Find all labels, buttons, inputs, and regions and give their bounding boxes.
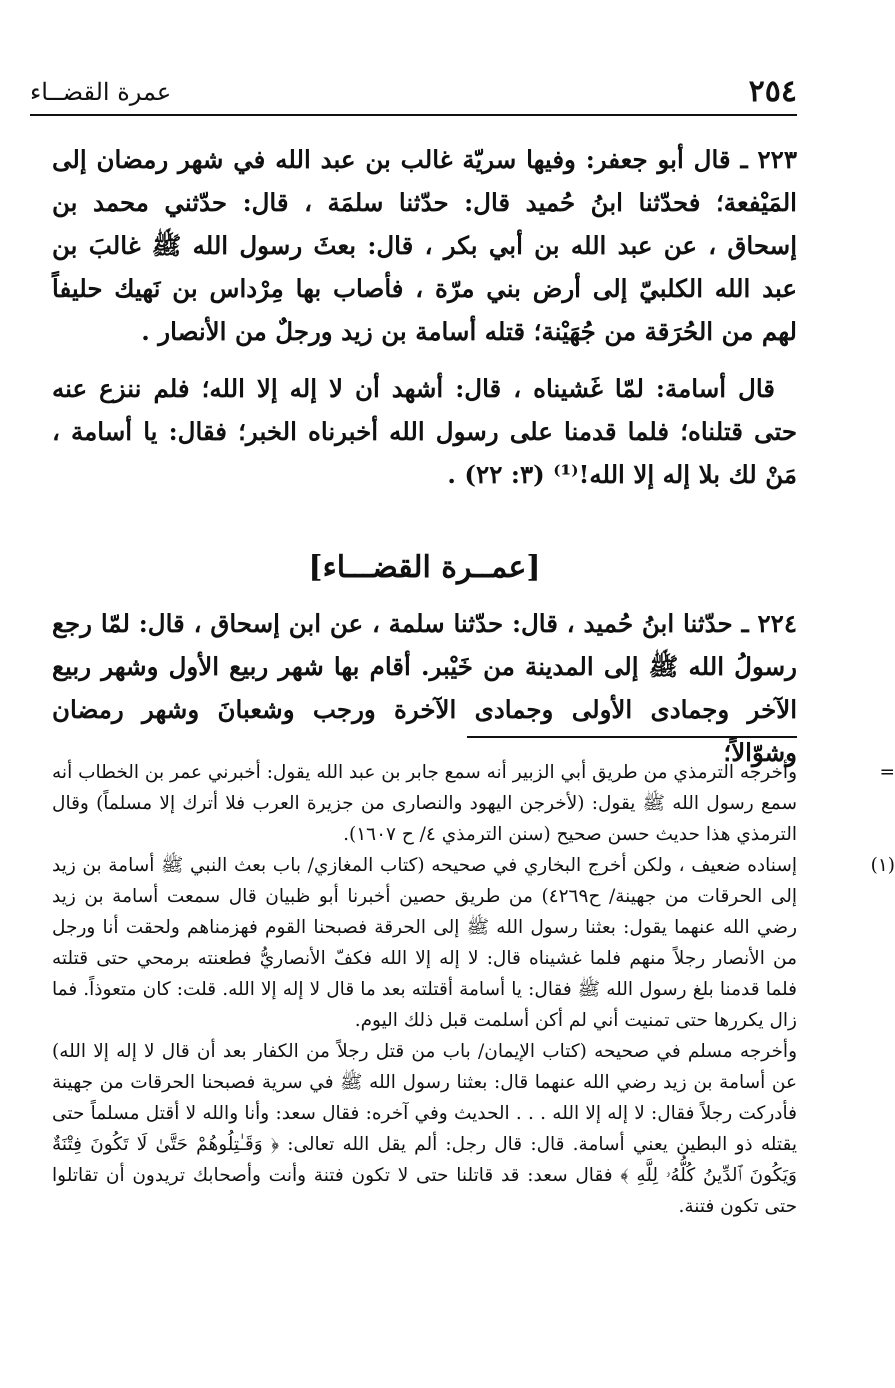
page-header bbox=[30, 70, 797, 116]
footnote-divider bbox=[467, 736, 797, 738]
paragraph-223: ٢٢٣ ـ قال أبو جعفر: وفيها سريّة غالب بن عبد الله في شهر رمضان إلى المَيْفعة؛ فحدّثنا ابنُ حُميد قال: حدّثنا سلمَة ، قال: حدّثني محمد بن إسحاق ، عن عبد الله بن أبي بكر ، قال: بعثَ رسول الله ﷺ غالبَ بن عبد الله الكلبيّ إلى أرض بني مرّة ، فأصاب بها مِرْداس بن نَهيك حليفاً لهم من الحُرَقة من جُهَيْنة؛ قتله أسامة بن زيد ورجلٌ من الأنصار . bbox=[52, 145, 797, 346]
footnote-1-bukhari: إسناده ضعيف ، ولكن أخرج البخاري في صحيحه (كتاب المغازي/ باب بعث النبي ﷺ أسامة بن زيد إلى الحرقات من جهينة/ ح٤٢٦٩) من طريق حصين أخبرنا أبو ظبيان قال سمعت أسامة بن زيد رضي الله عنهما يقول: بعثنا رسول الله ﷺ إلى الحرقة فصبحنا القوم فهزمناهم ولحقت أنا ورجل من الأنصار رجلاً منهم فلما غشيناه قال: لا إله إلا الله فكفّ الأنصاريُّ فطعنته برمحي حتى قتلته فلما قدمنا بلغ رسول الله ﷺ فقال: يا أسامة أقتلته بعد ما قال لا إله إلا الله. قلت: كان متعوذاً. فما زال يكررها حتى تمنيت أني لم أكن أسلمت قبل ذلك اليوم. bbox=[52, 855, 797, 1031]
footnote-1 bbox=[52, 850, 895, 1222]
footnote-continuation-text: وأخرجه الترمذي من طريق أبي الزبير أنه سمع جابر بن عبد الله يقول: أخبرني عمر بن الخطاب أنه سمع رسول الله ﷺ يقول: (لأخرجن اليهود والنصارى من جزيرة العرب فلا أترك إلا مسلماً) وقال الترمذي هذا حديث حسن صحيح (سنن الترمذي ٤/ ح ١٦٠٧). bbox=[52, 762, 797, 845]
page-number: ٢٥٤ bbox=[748, 74, 797, 109]
section-heading: [عمــرة القضـــاء] bbox=[308, 550, 541, 585]
footnotes bbox=[52, 757, 895, 1222]
main-text bbox=[52, 138, 797, 774]
continuation-marker: = bbox=[879, 762, 895, 783]
paragraph-224: ٢٢٤ ـ حدّثنا ابنُ حُميد ، قال: حدّثنا سلمة ، عن ابن إسحاق ، قال: لمّا رجع رسولُ الله ﷺ إلى المدينة من خَيْبر. أقام بها شهر ربيع الأول وشهر ربيع الآخر وجمادى الأولى وجمادى الآخرة ورجب وشعبانَ وشهر رمضان وشوّالاً؛ bbox=[52, 609, 797, 767]
footnote-1-muslim: وأخرجه مسلم في صحيحه (كتاب الإيمان/ باب من قتل رجلاً من الكفار بعد أن قال لا إله إلا الله) عن أسامة بن زيد رضي الله عنهما قال: بعثنا رسول الله ﷺ في سرية فصبحنا الحرقات من جهينة فأدركت رجلاً فقال: لا إله إلا الله . . . الحديث وفي آخره: فقال سعد: وأنا والله لا أقتل مسلماً حتى يقتله ذو البطين يعني أسامة. قال: قال رجل: ألم يقل الله تعالى: ﴿ وَقَـٰتِلُوهُمْ حَتَّىٰ لَا تَكُونَ فِتْنَةٌ وَيَكُونَ ٱلدِّينُ كُلُّهُۥ لِلَّهِ ﴾ فقال سعد: قد قاتلنا حتى لا تكون فتنة وأنت وأصحابك تريدون أن تقاتلوا حتى تكون فتنة. bbox=[52, 1041, 797, 1217]
footnote-continuation bbox=[52, 757, 895, 850]
paragraph-usama: قال أسامة: لمّا غَشيناه ، قال: أشهد أن لا إله إلا الله؛ فلم ننزع عنه حتى قتلناه؛ فلما قدمنا على رسول الله أخبرناه الخبر؛ فقال: يا أسامة ، مَنْ لك بلا إله إلا الله!⁽¹⁾ (٣: ٢٢) . bbox=[52, 374, 797, 489]
running-title: عمرة القضــاء bbox=[30, 78, 172, 106]
footnote-1-marker: (١) bbox=[870, 855, 895, 876]
